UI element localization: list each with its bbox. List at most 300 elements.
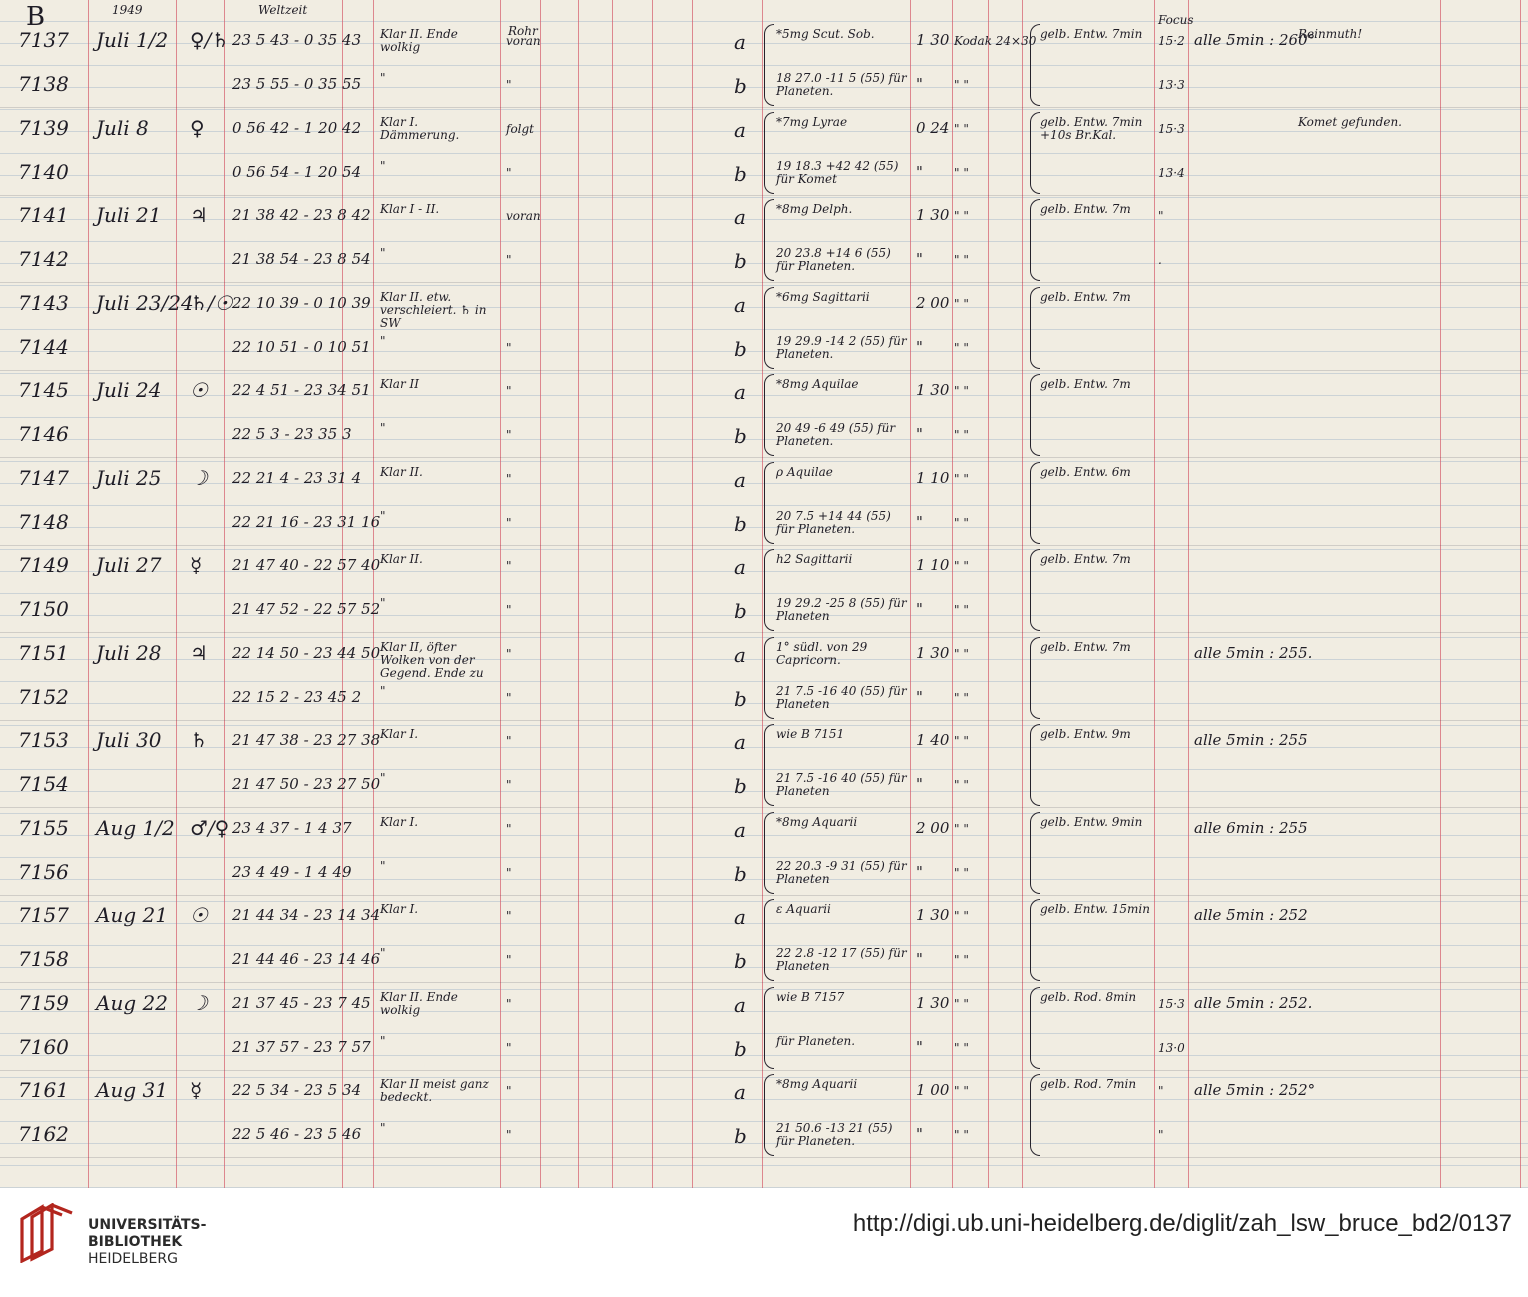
half-letter: a bbox=[734, 30, 746, 54]
half-letter: b bbox=[734, 74, 747, 98]
weekday-symbol: ☿ bbox=[190, 553, 203, 577]
time-range: 21 44 46 - 23 14 46 bbox=[232, 950, 381, 968]
column-rule bbox=[88, 0, 89, 1188]
pair-separator bbox=[0, 807, 1528, 808]
weather-note: " bbox=[380, 421, 386, 435]
half-letter: a bbox=[734, 205, 746, 229]
half-letter: b bbox=[734, 686, 747, 711]
tube-direction: " bbox=[506, 165, 512, 180]
bracket-mark bbox=[1030, 987, 1040, 1069]
plate-number: 7157 bbox=[18, 903, 69, 927]
plate-number: 7137 bbox=[18, 28, 69, 52]
exposure-time: " bbox=[916, 250, 923, 268]
observation-date: Juli 24 bbox=[96, 378, 162, 402]
time-range: 23 4 49 - 1 4 49 bbox=[232, 862, 352, 881]
weekday-symbol: ♃ bbox=[190, 203, 208, 227]
half-letter: b bbox=[734, 511, 747, 536]
column-rule bbox=[762, 0, 763, 1188]
half-letter: b bbox=[734, 424, 747, 448]
weather-note: " bbox=[380, 333, 386, 348]
column-rule bbox=[1520, 0, 1521, 1188]
target-object: 22 20.3 -9 31 (55) für Planeten bbox=[776, 858, 907, 886]
developer: gelb. Rod. 8min bbox=[1040, 989, 1137, 1004]
weather-note: " bbox=[380, 946, 386, 960]
pair-separator bbox=[0, 1157, 1528, 1158]
weather-note: Klar I. bbox=[380, 902, 419, 916]
tube-direction: " bbox=[506, 646, 512, 661]
time-range: 22 5 34 - 23 5 34 bbox=[232, 1081, 362, 1099]
observation-date: Juli 8 bbox=[96, 115, 149, 140]
time-range: 23 5 43 - 0 35 43 bbox=[232, 31, 362, 49]
target-object: *6mg Sagittarii bbox=[776, 289, 870, 304]
exposure-time: 1 30 bbox=[916, 381, 950, 399]
series-letter: B bbox=[26, 2, 46, 32]
film-type: " " bbox=[954, 471, 969, 486]
observation-date: Juli 23/24 bbox=[96, 290, 194, 315]
plate-number: 7149 bbox=[18, 553, 69, 577]
plate-number: 7160 bbox=[18, 1034, 69, 1059]
film-type: " " bbox=[954, 296, 969, 311]
exposure-time: 1 30 bbox=[916, 206, 950, 224]
plate-number: 7146 bbox=[18, 422, 69, 446]
interval-note: alle 5min : 252 bbox=[1194, 906, 1308, 924]
column-rule bbox=[578, 0, 579, 1188]
time-range: 22 21 4 - 23 31 4 bbox=[232, 468, 362, 487]
time-range: 21 47 52 - 22 57 52 bbox=[232, 600, 381, 618]
bracket-mark bbox=[764, 24, 774, 106]
column-rule bbox=[988, 0, 989, 1188]
half-letter: a bbox=[734, 1080, 746, 1104]
pair-separator bbox=[0, 107, 1528, 108]
observation-date: Juli 27 bbox=[96, 553, 162, 577]
weather-note: " bbox=[380, 858, 386, 873]
weekday-symbol: ☽ bbox=[190, 990, 208, 1015]
weltzeit-label: Weltzeit bbox=[258, 3, 308, 17]
time-range: 21 44 34 - 23 14 34 bbox=[232, 906, 381, 924]
film-type: " " bbox=[954, 515, 969, 530]
tube-direction: voran bbox=[506, 209, 541, 223]
tube-direction: " bbox=[506, 734, 512, 748]
weather-note: Klar II. bbox=[380, 552, 423, 566]
focus-value: 15·3 bbox=[1158, 996, 1185, 1011]
half-letter: a bbox=[734, 117, 746, 142]
film-type: " " bbox=[954, 253, 969, 267]
exposure-time: 2 00 bbox=[916, 293, 950, 312]
time-range: 22 5 46 - 23 5 46 bbox=[232, 1125, 362, 1143]
plate-number: 7159 bbox=[18, 990, 69, 1015]
remark: Reinmuth! bbox=[1298, 27, 1363, 41]
column-rule bbox=[652, 0, 653, 1188]
weather-note: Klar I. bbox=[380, 814, 419, 829]
target-object: 18 27.0 -11 5 (55) für Planeten. bbox=[776, 71, 907, 99]
weather-note: " bbox=[380, 683, 386, 698]
target-object: 20 49 -6 49 (55) für Planeten. bbox=[776, 421, 896, 449]
bracket-mark bbox=[1030, 462, 1040, 544]
pair-separator bbox=[0, 370, 1528, 371]
half-letter: a bbox=[734, 730, 746, 754]
interval-note: alle 5min : 255. bbox=[1194, 643, 1313, 662]
interval-note: alle 5min : 252° bbox=[1194, 1081, 1316, 1099]
tube-direction: " bbox=[506, 821, 512, 836]
tube-direction: " bbox=[506, 778, 512, 792]
tube-direction: " bbox=[506, 865, 512, 880]
developer: gelb. Entw. 7min +10s Br.Kal. bbox=[1040, 114, 1143, 142]
interval-note: alle 6min : 255 bbox=[1194, 818, 1308, 837]
observation-date: Aug 1/2 bbox=[96, 815, 175, 840]
exposure-time: " bbox=[916, 775, 923, 793]
exposure-time: 0 24 bbox=[916, 118, 950, 137]
tube-direction: " bbox=[506, 253, 512, 267]
logo-line-2: BIBLIOTHEK bbox=[88, 1234, 183, 1250]
tube-direction: " bbox=[506, 515, 512, 530]
column-rule bbox=[373, 0, 374, 1188]
half-letter: a bbox=[734, 292, 746, 317]
pair-separator bbox=[0, 895, 1528, 896]
weather-note: Klar II. etw. verschleiert. ♄ in SW bbox=[380, 289, 487, 330]
pair-separator bbox=[0, 632, 1528, 633]
column-rule bbox=[1440, 0, 1441, 1188]
interval-note: alle 5min : 260° bbox=[1194, 31, 1316, 49]
time-range: 23 4 37 - 1 4 37 bbox=[232, 818, 352, 837]
target-object: *7mg Lyrae bbox=[776, 114, 848, 129]
film-type: " " bbox=[954, 384, 969, 398]
time-range: 21 38 42 - 23 8 42 bbox=[232, 206, 371, 224]
column-rule bbox=[910, 0, 911, 1188]
tube-direction: voran bbox=[506, 34, 541, 48]
developer: gelb. Entw. 7m bbox=[1040, 289, 1131, 304]
plate-number: 7143 bbox=[18, 290, 69, 315]
bracket-mark bbox=[764, 112, 774, 194]
observation-date: Aug 31 bbox=[96, 1078, 168, 1102]
bracket-mark bbox=[1030, 724, 1040, 806]
weekday-symbol: ♃ bbox=[190, 640, 208, 665]
exposure-time: 1 30 bbox=[916, 993, 950, 1012]
developer: gelb. Entw. 7m bbox=[1040, 202, 1131, 216]
focus-value: " bbox=[1158, 209, 1164, 223]
target-object: *8mg Delph. bbox=[776, 202, 853, 216]
weather-note: " bbox=[380, 71, 386, 85]
target-object: 20 23.8 +14 6 (55) für Planeten. bbox=[776, 246, 891, 274]
observation-date: Aug 21 bbox=[96, 903, 168, 927]
time-range: 0 56 54 - 1 20 54 bbox=[232, 162, 362, 181]
exposure-time: " bbox=[916, 75, 923, 93]
weather-note: Klar II meist ganz bedeckt. bbox=[380, 1077, 489, 1105]
time-range: 22 15 2 - 23 45 2 bbox=[232, 687, 362, 706]
bracket-mark bbox=[1030, 24, 1040, 106]
plate-number: 7139 bbox=[18, 115, 69, 140]
pair-separator bbox=[0, 1070, 1528, 1071]
weather-note: Klar I. Dämmerung. bbox=[380, 114, 460, 142]
half-letter: a bbox=[734, 555, 746, 579]
target-object: *5mg Scut. Sob. bbox=[776, 27, 875, 41]
time-range: 22 14 50 - 23 44 50 bbox=[232, 643, 381, 662]
time-range: 22 10 51 - 0 10 51 bbox=[232, 337, 371, 356]
column-rule bbox=[500, 0, 501, 1188]
focus-value: 13·0 bbox=[1158, 1040, 1185, 1055]
exposure-time: " bbox=[916, 1037, 923, 1056]
pair-separator bbox=[0, 982, 1528, 983]
bracket-mark bbox=[1030, 199, 1040, 281]
exposure-time: 1 30 bbox=[916, 643, 950, 662]
bracket-mark bbox=[1030, 287, 1040, 369]
library-footer bbox=[0, 1188, 1528, 1297]
half-letter: b bbox=[734, 336, 747, 361]
column-rule bbox=[224, 0, 225, 1188]
bracket-mark bbox=[764, 549, 774, 631]
developer: gelb. Entw. 9min bbox=[1040, 814, 1143, 829]
weekday-symbol: ♄/☉ bbox=[190, 290, 233, 315]
bracket-mark bbox=[1030, 374, 1040, 456]
exposure-time: " bbox=[916, 1125, 923, 1143]
time-range: 21 38 54 - 23 8 54 bbox=[232, 250, 371, 268]
weekday-symbol: ♀/♄ bbox=[190, 28, 230, 52]
bracket-mark bbox=[764, 899, 774, 981]
time-range: 0 56 42 - 1 20 42 bbox=[232, 118, 362, 137]
tube-direction: " bbox=[506, 1128, 512, 1142]
target-object: 22 2.8 -12 17 (55) für Planeten bbox=[776, 946, 907, 974]
film-type: " " bbox=[954, 865, 969, 880]
exposure-time: " bbox=[916, 512, 923, 531]
tube-direction: " bbox=[506, 78, 512, 92]
pair-separator bbox=[0, 545, 1528, 546]
half-letter: b bbox=[734, 599, 747, 623]
time-range: 22 10 39 - 0 10 39 bbox=[232, 293, 371, 312]
half-letter: b bbox=[734, 861, 747, 886]
plate-number: 7153 bbox=[18, 728, 69, 752]
time-range: 22 21 16 - 23 31 16 bbox=[232, 512, 381, 531]
plate-number: 7145 bbox=[18, 378, 69, 402]
bracket-mark bbox=[1030, 812, 1040, 894]
film-type: " " bbox=[954, 165, 969, 180]
tube-direction: " bbox=[506, 953, 512, 967]
film-type: " " bbox=[954, 646, 969, 661]
target-object: ρ Aquilae bbox=[776, 464, 833, 479]
exposure-time: 1 30 bbox=[916, 906, 950, 924]
time-range: 23 5 55 - 0 35 55 bbox=[232, 75, 362, 93]
weather-note: " bbox=[380, 508, 386, 523]
exposure-time: 1 10 bbox=[916, 556, 950, 574]
tube-direction: " bbox=[506, 384, 512, 398]
film-type: Kodak 24×30 bbox=[954, 34, 1037, 48]
film-type: " " bbox=[954, 340, 969, 355]
weekday-symbol: ☉ bbox=[190, 903, 208, 927]
pair-separator bbox=[0, 720, 1528, 721]
film-type: " " bbox=[954, 1128, 969, 1142]
tube-direction: " bbox=[506, 603, 512, 617]
weather-note: Klar I - II. bbox=[380, 202, 440, 216]
plate-number: 7144 bbox=[18, 334, 69, 359]
tube-direction: " bbox=[506, 996, 512, 1011]
bracket-mark bbox=[764, 287, 774, 369]
weather-note: " bbox=[380, 158, 386, 173]
tube-direction: " bbox=[506, 1084, 512, 1098]
weekday-symbol: ♂/♀ bbox=[190, 815, 230, 840]
tube-direction: " bbox=[506, 471, 512, 486]
weather-note: Klar II. Ende wolkig bbox=[380, 27, 458, 55]
target-object: ε Aquarii bbox=[776, 902, 831, 916]
plate-number: 7151 bbox=[18, 640, 69, 665]
half-letter: b bbox=[734, 774, 747, 798]
plate-number: 7141 bbox=[18, 203, 69, 227]
observation-date: Aug 22 bbox=[96, 990, 168, 1015]
target-object: *8mg Aquilae bbox=[776, 377, 859, 391]
weather-note: " bbox=[380, 596, 386, 610]
pair-separator bbox=[0, 282, 1528, 283]
column-rule bbox=[540, 0, 541, 1188]
exposure-time: 2 00 bbox=[916, 818, 950, 837]
time-range: 22 5 3 - 23 35 3 bbox=[232, 425, 352, 443]
interval-note: alle 5min : 252. bbox=[1194, 993, 1313, 1012]
weather-note: " bbox=[380, 1033, 386, 1048]
weather-note: " bbox=[380, 246, 386, 260]
target-object: 1° südl. von 29 Capricorn. bbox=[776, 639, 868, 667]
developer: gelb. Rod. 7min bbox=[1040, 1077, 1137, 1091]
plate-number: 7155 bbox=[18, 815, 69, 840]
target-object: 19 18.3 +42 42 (55) für Komet bbox=[776, 158, 899, 186]
bracket-mark bbox=[1030, 637, 1040, 719]
developer: gelb. Entw. 7m bbox=[1040, 377, 1131, 391]
time-range: 21 37 57 - 23 7 57 bbox=[232, 1037, 371, 1056]
column-rule bbox=[952, 0, 953, 1188]
target-object: 21 50.6 -13 21 (55) für Planeten. bbox=[776, 1121, 893, 1149]
year-label: 1949 bbox=[112, 3, 143, 17]
weekday-symbol: ☿ bbox=[190, 1078, 203, 1102]
tube-direction: " bbox=[506, 340, 512, 355]
observation-date: Juli 30 bbox=[96, 728, 162, 752]
bracket-mark bbox=[1030, 899, 1040, 981]
developer: gelb. Entw. 9m bbox=[1040, 727, 1131, 741]
exposure-time: " bbox=[916, 862, 923, 881]
plate-number: 7138 bbox=[18, 72, 69, 96]
film-type: " " bbox=[954, 1084, 969, 1098]
plate-number: 7150 bbox=[18, 597, 69, 621]
plate-number: 7147 bbox=[18, 465, 69, 490]
time-range: 21 47 40 - 22 57 40 bbox=[232, 556, 381, 574]
half-letter: b bbox=[734, 1124, 747, 1148]
half-letter: b bbox=[734, 1036, 747, 1061]
observation-date: Juli 1/2 bbox=[96, 28, 169, 52]
bracket-mark bbox=[764, 462, 774, 544]
plate-number: 7152 bbox=[18, 684, 69, 709]
film-type: " " bbox=[954, 603, 969, 617]
film-type: " " bbox=[954, 734, 969, 748]
target-object: *8mg Aquarii bbox=[776, 1077, 858, 1091]
half-letter: a bbox=[734, 817, 746, 842]
bracket-mark bbox=[764, 374, 774, 456]
half-letter: a bbox=[734, 992, 746, 1017]
exposure-time: " bbox=[916, 950, 923, 968]
observation-date: Juli 21 bbox=[96, 203, 162, 227]
half-letter: a bbox=[734, 905, 746, 929]
weekday-symbol: ♄ bbox=[190, 728, 208, 752]
pair-separator bbox=[0, 195, 1528, 196]
exposure-time: 1 10 bbox=[916, 468, 950, 487]
developer: gelb. Entw. 15min bbox=[1040, 902, 1150, 916]
library-logo-icon bbox=[16, 1203, 76, 1263]
film-type: " " bbox=[954, 778, 969, 792]
column-rule bbox=[1188, 0, 1189, 1188]
logo-line-3: HEIDELBERG bbox=[88, 1251, 178, 1267]
exposure-time: 1 00 bbox=[916, 1081, 950, 1099]
exposure-time: 1 30 bbox=[916, 31, 950, 49]
page-url-link[interactable]: http://digi.ub.uni-heidelberg.de/diglit/zah_lsw_bruce_bd2/0137 bbox=[852, 1210, 1512, 1237]
film-type: " " bbox=[954, 1040, 969, 1055]
time-range: 21 47 38 - 23 27 38 bbox=[232, 731, 381, 749]
focus-value: . bbox=[1158, 253, 1162, 267]
remark: Komet gefunden. bbox=[1298, 114, 1402, 129]
focus-value: 15·3 bbox=[1158, 121, 1185, 136]
weekday-symbol: ☉ bbox=[190, 378, 208, 402]
focus-value: 13·3 bbox=[1158, 78, 1185, 92]
rohr-label: Rohr bbox=[508, 24, 538, 38]
pair-separator bbox=[0, 457, 1528, 458]
film-type: " " bbox=[954, 428, 969, 442]
weather-note: Klar I. bbox=[380, 727, 419, 741]
focus-label: Focus bbox=[1158, 13, 1194, 27]
weather-note: Klar II, öfter Wolken von der Gegend. Ende zu bbox=[380, 639, 484, 680]
bracket-mark bbox=[1030, 112, 1040, 194]
bracket-mark bbox=[764, 1074, 774, 1156]
half-letter: a bbox=[734, 642, 746, 667]
plate-number: 7140 bbox=[18, 159, 69, 184]
target-object: 20 7.5 +14 44 (55) für Planeten. bbox=[776, 508, 891, 536]
target-object: *8mg Aquarii bbox=[776, 814, 858, 829]
developer: gelb. Entw. 7min bbox=[1040, 27, 1143, 41]
observation-date: Juli 25 bbox=[96, 465, 162, 490]
target-object: 19 29.9 -14 2 (55) für Planeten. bbox=[776, 333, 907, 361]
bracket-mark bbox=[764, 812, 774, 894]
bracket-mark bbox=[764, 987, 774, 1069]
focus-value: " bbox=[1158, 1084, 1164, 1098]
plate-number: 7158 bbox=[18, 947, 69, 971]
plate-number: 7148 bbox=[18, 509, 69, 534]
tube-direction: " bbox=[506, 909, 512, 923]
bracket-mark bbox=[1030, 1074, 1040, 1156]
focus-value: 15·2 bbox=[1158, 34, 1185, 48]
film-type: " " bbox=[954, 78, 969, 92]
time-range: 22 4 51 - 23 34 51 bbox=[232, 381, 371, 399]
target-object: h2 Sagittarii bbox=[776, 552, 853, 566]
plate-number: 7156 bbox=[18, 859, 69, 884]
developer: gelb. Entw. 7m bbox=[1040, 639, 1131, 654]
column-rule bbox=[1022, 0, 1023, 1188]
target-object: wie B 7151 bbox=[776, 727, 845, 741]
half-letter: b bbox=[734, 161, 747, 186]
time-range: 21 37 45 - 23 7 45 bbox=[232, 993, 371, 1012]
tube-direction: " bbox=[506, 559, 512, 573]
target-object: für Planeten. bbox=[776, 1033, 856, 1048]
weekday-symbol: ☽ bbox=[190, 465, 208, 490]
interval-note: alle 5min : 255 bbox=[1194, 731, 1308, 749]
plate-number: 7161 bbox=[18, 1078, 69, 1102]
tube-direction: " bbox=[506, 690, 512, 705]
plate-number: 7162 bbox=[18, 1122, 69, 1146]
weekday-symbol: ♀ bbox=[190, 115, 205, 140]
exposure-time: 1 40 bbox=[916, 731, 950, 749]
exposure-time: " bbox=[916, 162, 923, 181]
developer: gelb. Entw. 7m bbox=[1040, 552, 1131, 566]
bracket-mark bbox=[764, 199, 774, 281]
weather-note: Klar II. Ende wolkig bbox=[380, 989, 458, 1017]
target-object: 21 7.5 -16 40 (55) für Planeten bbox=[776, 683, 907, 711]
film-type: " " bbox=[954, 996, 969, 1011]
observation-date: Juli 28 bbox=[96, 640, 162, 665]
weather-note: Klar II. bbox=[380, 464, 423, 479]
plate-number: 7142 bbox=[18, 247, 69, 271]
film-type: " " bbox=[954, 953, 969, 967]
target-object: 21 7.5 -16 40 (55) für Planeten bbox=[776, 771, 907, 799]
focus-value: " bbox=[1158, 1128, 1164, 1142]
